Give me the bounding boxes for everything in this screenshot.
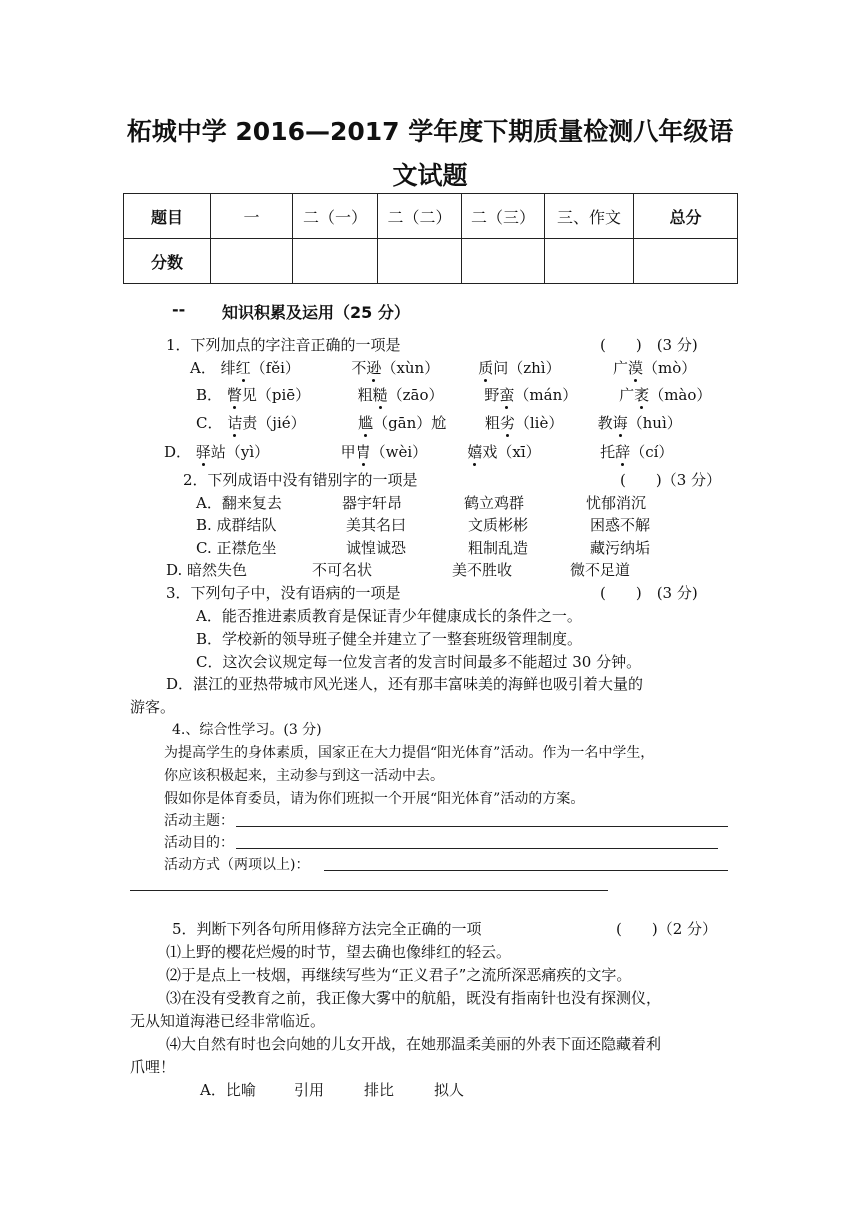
q5-sentence-3-line1: ⑶在没有受教育之前，我正像大雾中的航船，既没有指南针也没有探测仪， (166, 989, 662, 1007)
q5-sentence-3-line2: 无从知道海港已经非常临近。 (130, 1012, 326, 1030)
q4-field-theme-label: 活动主题： (164, 813, 234, 829)
q4-field-theme-line[interactable] (236, 826, 728, 827)
q5-option-a: A．比喻 (200, 1081, 256, 1099)
q2-option-c: C. 正襟危坐 诚惶诚恐 粗制乱造 藏污纳垢 (196, 539, 651, 557)
q4-paragraph1-line1: 为提高学生的身体素质，国家正在大力提倡“阳光体育”活动。作为一名中学生， (164, 745, 655, 761)
q5-sentence-4-line1: ⑷大自然有时也会向她的儿女开战，在她那温柔美丽的外表下面还隐藏着利 (166, 1035, 662, 1053)
q2-option-b: B. 成群结队 美其名曰 文质彬彬 困惑不解 (196, 516, 651, 534)
score-cell[interactable] (293, 239, 378, 284)
header-cell: 总分 (634, 194, 738, 239)
q2-option-d: D. 暗然失色 不可名状 美不胜收 微不足道 (166, 561, 631, 579)
q3-option-c: C．这次会议规定每一位发言者的发言时间最多不能超过 30 分钟。 (196, 653, 642, 671)
q5-options (200, 1079, 464, 1100)
q4-paragraph1-line2: 你应该积极起来，主动参与到这一活动中去。 (164, 768, 444, 784)
header-cell: 二（二） (378, 194, 462, 239)
q1-score: ( ) (3 分) (600, 336, 698, 354)
score-cell[interactable] (634, 239, 738, 284)
q1-option-a: A． 绯红（fěi） 不逊（xùn） 质问（zhì） 广漠（mò） (190, 359, 697, 377)
q3-option-d-line2: 游客。 (130, 698, 176, 716)
q4-field-method-line[interactable] (324, 870, 728, 871)
q5-sentence-4-line2: 爪哩！ (130, 1058, 176, 1076)
score-table-header-row (124, 194, 738, 239)
q2-option-a: A．翻来复去 器宇轩昂 鹤立鸡群 忧郁消沉 (196, 494, 647, 512)
q3-option-b: B．学校新的领导班子健全并建立了一整套班级管理制度。 (196, 630, 583, 648)
q2-score: ( )（3 分） (620, 471, 722, 489)
q5-option-c: 排比 (364, 1081, 395, 1099)
q5-option-d: 拟人 (434, 1081, 465, 1099)
q5-sentence-1: ⑴上野的樱花烂熳的时节，望去确也像绯红的轻云。 (166, 943, 512, 961)
section-title: 知识积累及运用（25 分） (222, 303, 410, 322)
q5-score: ( )（2 分） (616, 920, 718, 938)
q1-option-c: C． 诘责（jié） 尴（gān）尬 粗劣（liè） 教诲（huì） (196, 414, 682, 432)
score-cell[interactable] (211, 239, 293, 284)
q3-stem: 3．下列句子中，没有语病的一项是 (166, 584, 401, 602)
section-dash: -- (172, 300, 186, 319)
q1-option-d: D． 驿站（yì） 甲胄（wèi） 嬉戏（xī） 托辞（cí） (164, 443, 674, 461)
score-table-score-row (124, 239, 738, 284)
q5-sentence-2: ⑵于是点上一枝烟，再继续写些为“正义君子”之流所深恶痛疾的文字。 (166, 966, 632, 984)
q5-option-b: 引用 (294, 1081, 325, 1099)
q4-field-purpose-line[interactable] (236, 848, 718, 849)
q3-option-d-line1: D．湛江的亚热带城市风光迷人，还有那丰富味美的海鲜也吸引着大量的 (166, 675, 644, 693)
header-cell: 题目 (124, 194, 211, 239)
q4-stem: 4.、综合性学习。(3 分) (172, 722, 322, 738)
header-cell: 一 (211, 194, 293, 239)
q2-stem: 2．下列成语中没有错别字的一项是 (183, 471, 418, 489)
header-cell: 三、作文 (545, 194, 634, 239)
header-cell: 二（三） (462, 194, 545, 239)
header-cell: 二（一） (293, 194, 378, 239)
row-label: 分数 (124, 239, 211, 284)
q4-paragraph2: 假如你是体育委员，请为你们班拟一个开展“阳光体育”活动的方案。 (164, 791, 585, 807)
score-cell[interactable] (462, 239, 545, 284)
exam-title-line2: 文试题 (392, 161, 468, 190)
q3-score: ( ) (3 分) (600, 584, 698, 602)
score-cell[interactable] (545, 239, 634, 284)
score-cell[interactable] (378, 239, 462, 284)
q4-field-method-label: 活动方式（两项以上)： (164, 857, 310, 873)
exam-title-line1: 柘城中学 2016—2017 学年度下期质量检测八年级语 (126, 117, 734, 146)
q3-option-a: A．能否推进素质教育是保证青少年健康成长的条件之一。 (196, 607, 582, 625)
q1-option-b: B． 瞥见（piē） 粗糙（zāo） 野蛮（mán） 广袤（mào） (196, 386, 712, 404)
q5-stem: 5．判断下列各句所用修辞方法完全正确的一项 (172, 920, 482, 938)
q1-stem: 1．下列加点的字注音正确的一项是 (166, 336, 401, 354)
score-table (123, 193, 738, 284)
q4-field-purpose-label: 活动目的： (164, 835, 234, 851)
q4-field-method-line2[interactable] (130, 890, 608, 891)
